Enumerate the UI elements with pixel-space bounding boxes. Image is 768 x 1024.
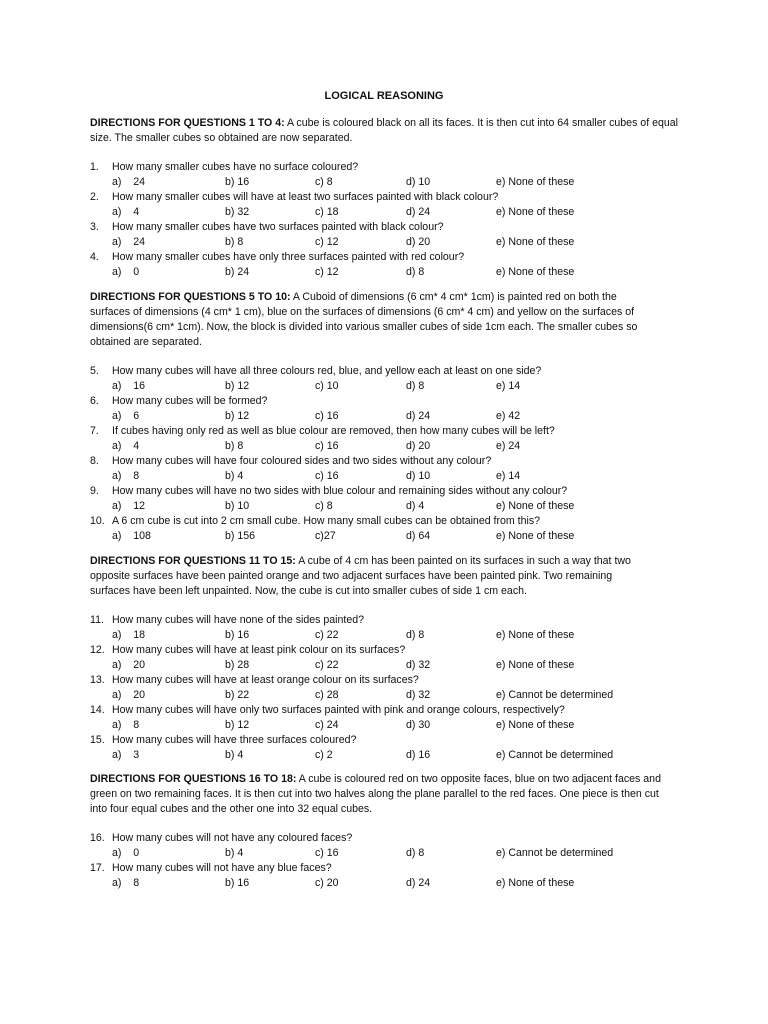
answer-option: b) 22 <box>225 689 250 701</box>
answer-option: a) 8 <box>112 470 140 482</box>
question-text: A 6 cm cube is cut into 2 cm small cube. How many small cubes can be obtained from this? <box>112 515 541 527</box>
answer-option: e) Cannot be determined <box>496 689 614 701</box>
answer-option: c) 12 <box>315 236 339 248</box>
question-item <box>90 733 690 763</box>
question-line <box>90 514 690 529</box>
answer-option: c) 28 <box>315 689 339 701</box>
question-line <box>90 673 690 688</box>
question-item <box>90 643 690 673</box>
question-line <box>90 364 690 379</box>
directions-heading: DIRECTIONS FOR QUESTIONS 16 TO 18: <box>90 773 297 785</box>
question-number: 17. <box>90 862 105 874</box>
question-line <box>90 643 690 658</box>
answer-option: a) 108 <box>112 530 151 542</box>
answer-option: b) 156 <box>225 530 256 542</box>
answer-option: c) 10 <box>315 380 339 392</box>
answer-option: c) 8 <box>315 176 333 188</box>
question-text: How many cubes will have none of the sides painted? <box>112 614 365 626</box>
answer-option: e) 42 <box>496 410 521 422</box>
question-item <box>90 394 690 424</box>
directions-paragraph <box>90 116 690 146</box>
question-text: How many cubes will have no two sides with blue colour and remaining sides without any colour? <box>112 485 568 497</box>
question-text: If cubes having only red as well as blue colour are removed, then how many cubes will be left? <box>112 425 555 437</box>
answer-option: d) 8 <box>406 847 425 859</box>
answer-option: e) None of these <box>496 236 575 248</box>
answer-option: b) 12 <box>225 380 250 392</box>
answer-option: a) 0 <box>112 847 140 859</box>
question-text: How many smaller cubes have no surface coloured? <box>112 161 359 173</box>
answer-option: e) None of these <box>496 659 575 671</box>
answer-options <box>90 409 690 424</box>
question-line <box>90 394 690 409</box>
answer-option: a) 0 <box>112 266 140 278</box>
answer-option: b) 32 <box>225 206 250 218</box>
answer-options <box>90 846 690 861</box>
answer-options <box>90 688 690 703</box>
question-item <box>90 190 690 220</box>
answer-option: d) 24 <box>406 877 431 889</box>
answer-option: c) 22 <box>315 659 339 671</box>
answer-option: b) 24 <box>225 266 250 278</box>
question-text: How many smaller cubes will have at least two surfaces painted with black colour? <box>112 191 499 203</box>
answer-option: b) 8 <box>225 236 244 248</box>
answer-option: d) 4 <box>406 500 425 512</box>
answer-option: a) 4 <box>112 206 140 218</box>
directions-heading: DIRECTIONS FOR QUESTIONS 1 TO 4: <box>90 117 285 129</box>
answer-options <box>90 265 690 280</box>
directions-section <box>90 772 690 891</box>
answer-option: c) 22 <box>315 629 339 641</box>
question-number: 14. <box>90 704 105 716</box>
answer-option: e) 14 <box>496 380 521 392</box>
answer-option: b) 8 <box>225 440 244 452</box>
answer-options <box>90 175 690 190</box>
answer-options <box>90 439 690 454</box>
question-number: 15. <box>90 734 105 746</box>
answer-option: a) 24 <box>112 176 145 188</box>
answer-option: d) 10 <box>406 470 431 482</box>
answer-options <box>90 499 690 514</box>
question-text: How many cubes will have three surfaces coloured? <box>112 734 357 746</box>
question-item <box>90 454 690 484</box>
answer-option: a) 12 <box>112 500 145 512</box>
question-line <box>90 424 690 439</box>
question-number: 6. <box>90 395 99 407</box>
answer-option: b) 4 <box>225 749 244 761</box>
answer-option: b) 12 <box>225 410 250 422</box>
question-item <box>90 673 690 703</box>
question-line <box>90 613 690 628</box>
question-number: 4. <box>90 251 99 263</box>
answer-option: e) None of these <box>496 629 575 641</box>
question-list <box>90 160 690 280</box>
answer-option: d) 20 <box>406 440 431 452</box>
answer-options <box>90 748 690 763</box>
question-line <box>90 703 690 718</box>
question-text: How many cubes will not have any coloured faces? <box>112 832 353 844</box>
answer-option: a) 16 <box>112 380 145 392</box>
question-line <box>90 220 690 235</box>
answer-option: c) 8 <box>315 500 333 512</box>
answer-option: a) 4 <box>112 440 140 452</box>
question-number: 1. <box>90 161 99 173</box>
answer-option: b) 10 <box>225 500 250 512</box>
answer-option: e) None of these <box>496 206 575 218</box>
answer-option: e) None of these <box>496 877 575 889</box>
question-text: How many cubes will be formed? <box>112 395 268 407</box>
answer-option: d) 10 <box>406 176 431 188</box>
directions-text: A Cuboid of dimensions (6 cm* 4 cm* 1cm) is painted red on both the surfaces of dimensions (4 cm* 1 cm), blue on the surfaces of dimensions (6 cm* 4 cm) and yellow on the surfaces of dimensions(6 cm* 1cm). Now, the block is divided into various smaller cubes of side 1cm each. The smaller cubes so obtained are separated. <box>90 291 638 348</box>
question-number: 10. <box>90 515 105 527</box>
answer-option: e) Cannot be determined <box>496 749 614 761</box>
directions-section <box>90 554 690 763</box>
answer-option: d) 8 <box>406 380 425 392</box>
answer-option: c) 16 <box>315 440 339 452</box>
answer-option: c) 24 <box>315 719 339 731</box>
question-list <box>90 364 690 544</box>
answer-option: d) 20 <box>406 236 431 248</box>
answer-options <box>90 628 690 643</box>
directions-text: A cube of 4 cm has been painted on its surfaces in such a way that two opposite surfaces have been painted orange and two adjacent surfaces have been painted pink. Two remaining surfaces have been left unpainted. Now, the cube is cut into smaller cubes of side 1 cm each. <box>90 555 631 597</box>
answer-option: a) 8 <box>112 719 140 731</box>
answer-options <box>90 205 690 220</box>
answer-options <box>90 379 690 394</box>
question-list <box>90 613 690 763</box>
question-item <box>90 831 690 861</box>
directions-paragraph <box>90 290 658 350</box>
question-item <box>90 364 690 394</box>
answer-option: c)27 <box>315 530 336 542</box>
question-text: How many cubes will have four coloured sides and two sides without any colour? <box>112 455 492 467</box>
question-item <box>90 703 690 733</box>
question-item <box>90 220 690 250</box>
question-line <box>90 484 690 499</box>
answer-option: e) Cannot be determined <box>496 847 614 859</box>
directions-text: A cube is coloured black on all its faces. It is then cut into 64 smaller cubes of equal size. The smaller cubes so obtained are now separated. <box>90 117 679 144</box>
question-text: How many smaller cubes have two surfaces painted with black colour? <box>112 221 444 233</box>
answer-option: c) 16 <box>315 847 339 859</box>
question-line <box>90 190 690 205</box>
directions-section <box>90 290 690 544</box>
question-number: 2. <box>90 191 99 203</box>
question-item <box>90 250 690 280</box>
directions-text: A cube is coloured red on two opposite faces, blue on two adjacent faces and green on two remaining faces. It is then cut into two halves along the plane parallel to the red faces. One piece is then cut into four equal cubes and the other one into 32 equal cubes. <box>90 773 661 815</box>
question-text: How many cubes will not have any blue faces? <box>112 862 332 874</box>
answer-options <box>90 876 690 891</box>
directions-paragraph <box>90 772 665 817</box>
question-item <box>90 424 690 454</box>
question-line <box>90 160 690 175</box>
answer-option: e) None of these <box>496 266 575 278</box>
answer-option: b) 12 <box>225 719 250 731</box>
question-number: 8. <box>90 455 99 467</box>
question-line <box>90 250 690 265</box>
question-text: How many cubes will have at least orange colour on its surfaces? <box>112 674 419 686</box>
question-text: How many cubes will have only two surfaces painted with pink and orange colours, respectively? <box>112 704 565 716</box>
question-number: 3. <box>90 221 99 233</box>
answer-option: d) 8 <box>406 266 425 278</box>
question-line <box>90 733 690 748</box>
answer-option: a) 3 <box>112 749 140 761</box>
question-text: How many cubes will have at least pink colour on its surfaces? <box>112 644 406 656</box>
answer-option: b) 16 <box>225 877 250 889</box>
answer-option: d) 32 <box>406 689 431 701</box>
answer-option: a) 8 <box>112 877 140 889</box>
question-number: 11. <box>90 614 104 626</box>
answer-option: c) 16 <box>315 470 339 482</box>
answer-option: d) 32 <box>406 659 431 671</box>
question-number: 16. <box>90 832 105 844</box>
answer-option: a) 6 <box>112 410 140 422</box>
question-item <box>90 160 690 190</box>
answer-options <box>90 658 690 673</box>
answer-option: d) 8 <box>406 629 425 641</box>
question-text: How many smaller cubes have only three surfaces painted with red colour? <box>112 251 465 263</box>
directions-heading: DIRECTIONS FOR QUESTIONS 11 TO 15: <box>90 555 296 567</box>
answer-option: a) 18 <box>112 629 145 641</box>
answer-options <box>90 469 690 484</box>
directions-paragraph <box>90 554 655 599</box>
answer-option: a) 20 <box>112 659 145 671</box>
answer-option: d) 24 <box>406 206 431 218</box>
answer-option: e) 14 <box>496 470 521 482</box>
answer-option: c) 20 <box>315 877 339 889</box>
answer-option: d) 30 <box>406 719 431 731</box>
answer-options <box>90 235 690 250</box>
question-number: 13. <box>90 674 105 686</box>
directions-heading: DIRECTIONS FOR QUESTIONS 5 TO 10: <box>90 291 291 303</box>
answer-options <box>90 529 690 544</box>
question-item <box>90 514 690 544</box>
answer-option: d) 16 <box>406 749 431 761</box>
question-number: 9. <box>90 485 99 497</box>
question-item <box>90 484 690 514</box>
answer-option: e) None of these <box>496 530 575 542</box>
answer-option: e) 24 <box>496 440 521 452</box>
question-number: 5. <box>90 365 99 377</box>
question-text: How many cubes will have all three colours red, blue, and yellow each at least on one side? <box>112 365 542 377</box>
question-item <box>90 613 690 643</box>
answer-option: b) 4 <box>225 470 244 482</box>
answer-option: c) 2 <box>315 749 333 761</box>
question-list <box>90 831 690 891</box>
answer-option: e) None of these <box>496 176 575 188</box>
answer-option: c) 18 <box>315 206 339 218</box>
answer-option: d) 24 <box>406 410 431 422</box>
answer-option: b) 28 <box>225 659 250 671</box>
directions-section <box>90 116 690 280</box>
answer-option: c) 12 <box>315 266 339 278</box>
answer-option: e) None of these <box>496 719 575 731</box>
question-line <box>90 861 690 876</box>
question-item <box>90 861 690 891</box>
answer-option: a) 24 <box>112 236 145 248</box>
answer-option: b) 4 <box>225 847 244 859</box>
answer-option: c) 16 <box>315 410 339 422</box>
question-line <box>90 831 690 846</box>
answer-option: a) 20 <box>112 689 145 701</box>
page-title: LOGICAL REASONING <box>324 90 444 102</box>
answer-option: d) 64 <box>406 530 431 542</box>
question-number: 7. <box>90 425 99 437</box>
question-number: 12. <box>90 644 105 656</box>
answer-option: b) 16 <box>225 176 250 188</box>
answer-option: b) 16 <box>225 629 250 641</box>
answer-option: e) None of these <box>496 500 575 512</box>
question-line <box>90 454 690 469</box>
answer-options <box>90 718 690 733</box>
